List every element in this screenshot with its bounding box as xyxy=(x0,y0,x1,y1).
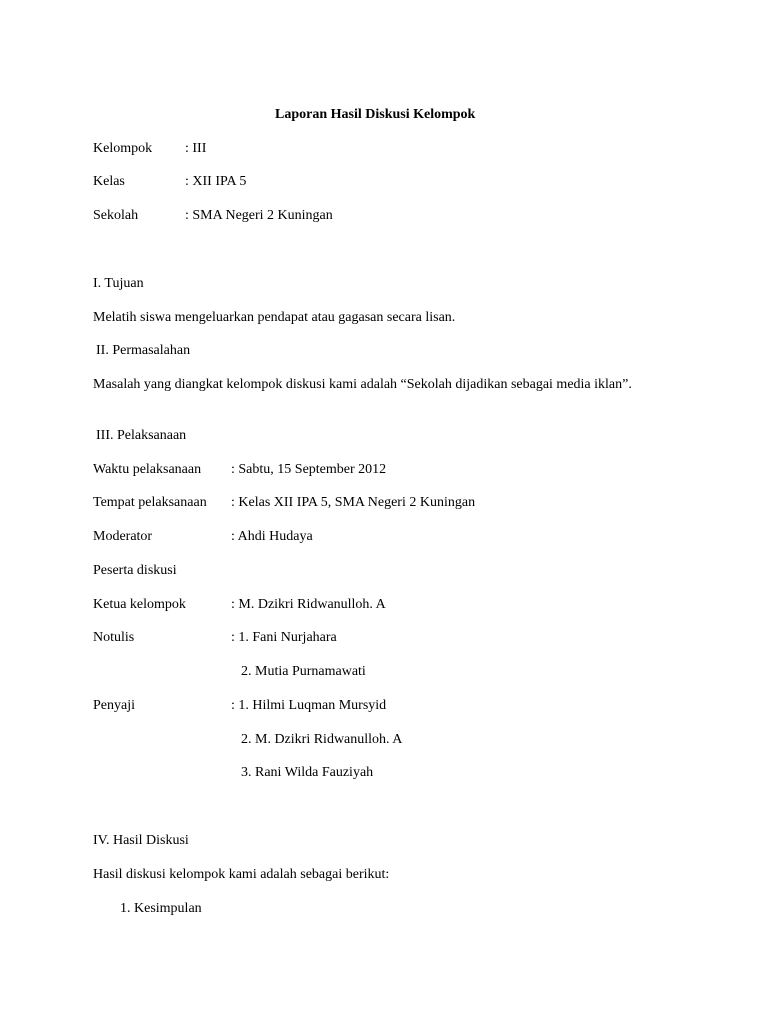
info-value-kelas: : XII IPA 5 xyxy=(185,174,247,189)
section-heading-hasil: IV. Hasil Diskusi xyxy=(93,833,189,848)
tempat-value: : Kelas XII IPA 5, SMA Negeri 2 Kuningan xyxy=(231,495,476,510)
section-body-hasil: Hasil diskusi kelompok kami adalah sebagai berikut: xyxy=(93,867,390,882)
tempat-label: Tempat pelaksanaan xyxy=(93,495,207,510)
list-item-kesimpulan: 1. Kesimpulan xyxy=(120,901,202,916)
notulis-value-2: 2. Mutia Purnamawati xyxy=(241,664,366,679)
moderator-label: Moderator xyxy=(93,529,153,544)
ketua-value: : M. Dzikri Ridwanulloh. A xyxy=(231,597,386,612)
notulis-value-1: : 1. Fani Nurjahara xyxy=(231,630,337,645)
section-heading-permasalahan: II. Permasalahan xyxy=(96,343,191,358)
peserta-diskusi-label: Peserta diskusi xyxy=(93,563,177,578)
info-label-kelompok: Kelompok xyxy=(93,141,153,156)
info-value-sekolah: : SMA Negeri 2 Kuningan xyxy=(185,208,333,223)
waktu-label: Waktu pelaksanaan xyxy=(93,462,202,477)
moderator-value: : Ahdi Hudaya xyxy=(231,529,313,544)
penyaji-value-2: 2. M. Dzikri Ridwanulloh. A xyxy=(241,732,403,747)
info-label-sekolah: Sekolah xyxy=(93,208,139,223)
penyaji-label: Penyaji xyxy=(93,698,135,713)
info-value-kelompok: : III xyxy=(185,141,207,156)
waktu-value: : Sabtu, 15 September 2012 xyxy=(231,462,387,477)
section-heading-tujuan: I. Tujuan xyxy=(93,276,144,291)
section-heading-pelaksanaan: III. Pelaksanaan xyxy=(96,428,187,443)
notulis-label: Notulis xyxy=(93,630,135,645)
penyaji-value-1: : 1. Hilmi Luqman Mursyid xyxy=(231,698,387,713)
document-title: Laporan Hasil Diskusi Kelompok xyxy=(275,107,476,122)
info-label-kelas: Kelas xyxy=(93,174,125,189)
penyaji-value-3: 3. Rani Wilda Fauziyah xyxy=(241,765,374,780)
section-body-tujuan: Melatih siswa mengeluarkan pendapat atau gagasan secara lisan. xyxy=(93,310,456,325)
section-body-permasalahan: Masalah yang diangkat kelompok diskusi kami adalah “Sekolah dijadikan sebagai media iklan”. xyxy=(93,377,632,392)
ketua-label: Ketua kelompok xyxy=(93,597,186,612)
